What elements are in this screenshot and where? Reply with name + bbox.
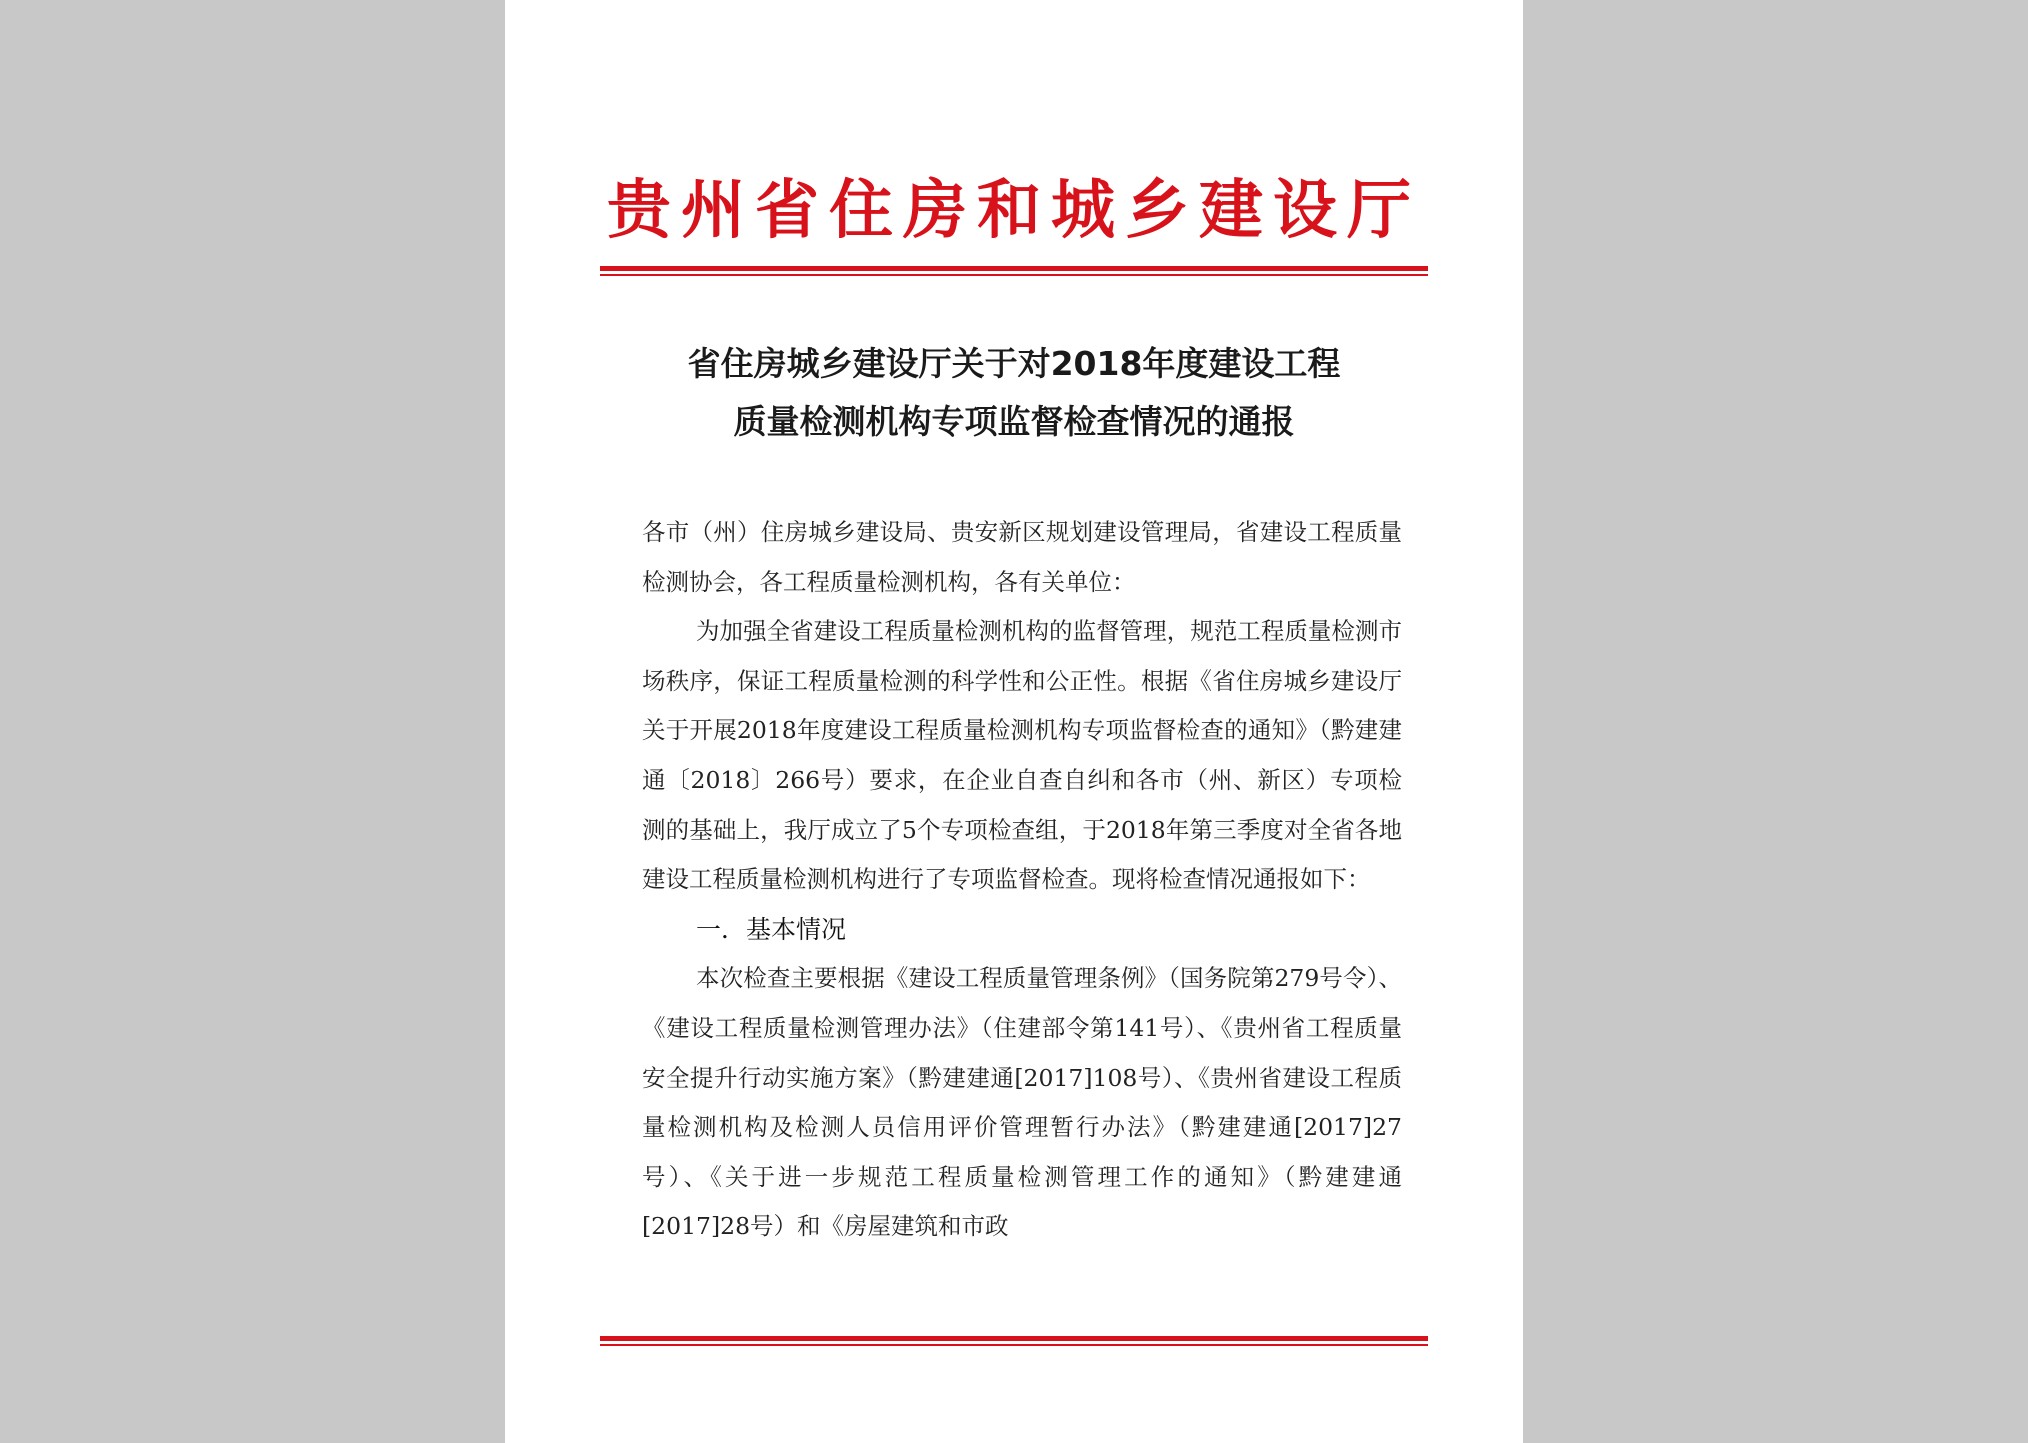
footer-red-rule: [600, 1336, 1428, 1346]
body-paragraph-2: 本次检查主要根据《建设工程质量管理条例》（国务院第279号令）、《建设工程质量检测管理办法》（住建部令第141号）、《贵州省工程质量安全提升行动实施方案》（黔建建通[2017]108号）、《贵州省建设工程质量检测机构及检测人员信用评价管理暂行办法》（黔建建通[2017]27号）、《关于进一步规范工程质量检测管理工作的通知》（黔建建通[2017]28号）和《房屋建筑和市政: [642, 964, 1402, 1241]
document-page: [505, 0, 1523, 1443]
document-title-line-2: 质量检测机构专项监督检查情况的通报: [733, 402, 1295, 441]
body-paragraph-1: 为加强全省建设工程质量检测机构的监督管理，规范工程质量检测市场秩序，保证工程质量检测的科学性和公正性。根据《省住房城乡建设厅关于开展2018年度建设工程质量检测机构专项监督检查的通知》（黔建建通〔2018〕266号）要求，在企业自查自纠和各市（州、新区）专项检测的基础上，我厅成立了5个专项检查组，于2018年第三季度对全省各地建设工程质量检测机构进行了专项监督检查。现将检查情况通报如下：: [642, 617, 1402, 894]
addressee-paragraph: 各市（州）住房城乡建设局、贵安新区规划建设管理局，省建设工程质量检测协会，各工程质量检测机构，各有关单位：: [642, 518, 1402, 596]
document-title: [600, 335, 1428, 451]
viewer-background-right: [1523, 0, 2028, 1443]
viewer-background-left: [0, 0, 505, 1443]
letterhead-title: 贵州省住房和城乡建设厅: [607, 174, 1421, 248]
section-heading-basic-situation: 一．基本情况: [696, 914, 847, 944]
document-body: [642, 508, 1402, 1252]
document-title-line-1: 省住房城乡建设厅关于对2018年度建设工程: [687, 344, 1341, 383]
letterhead-red-rule: [600, 266, 1428, 276]
